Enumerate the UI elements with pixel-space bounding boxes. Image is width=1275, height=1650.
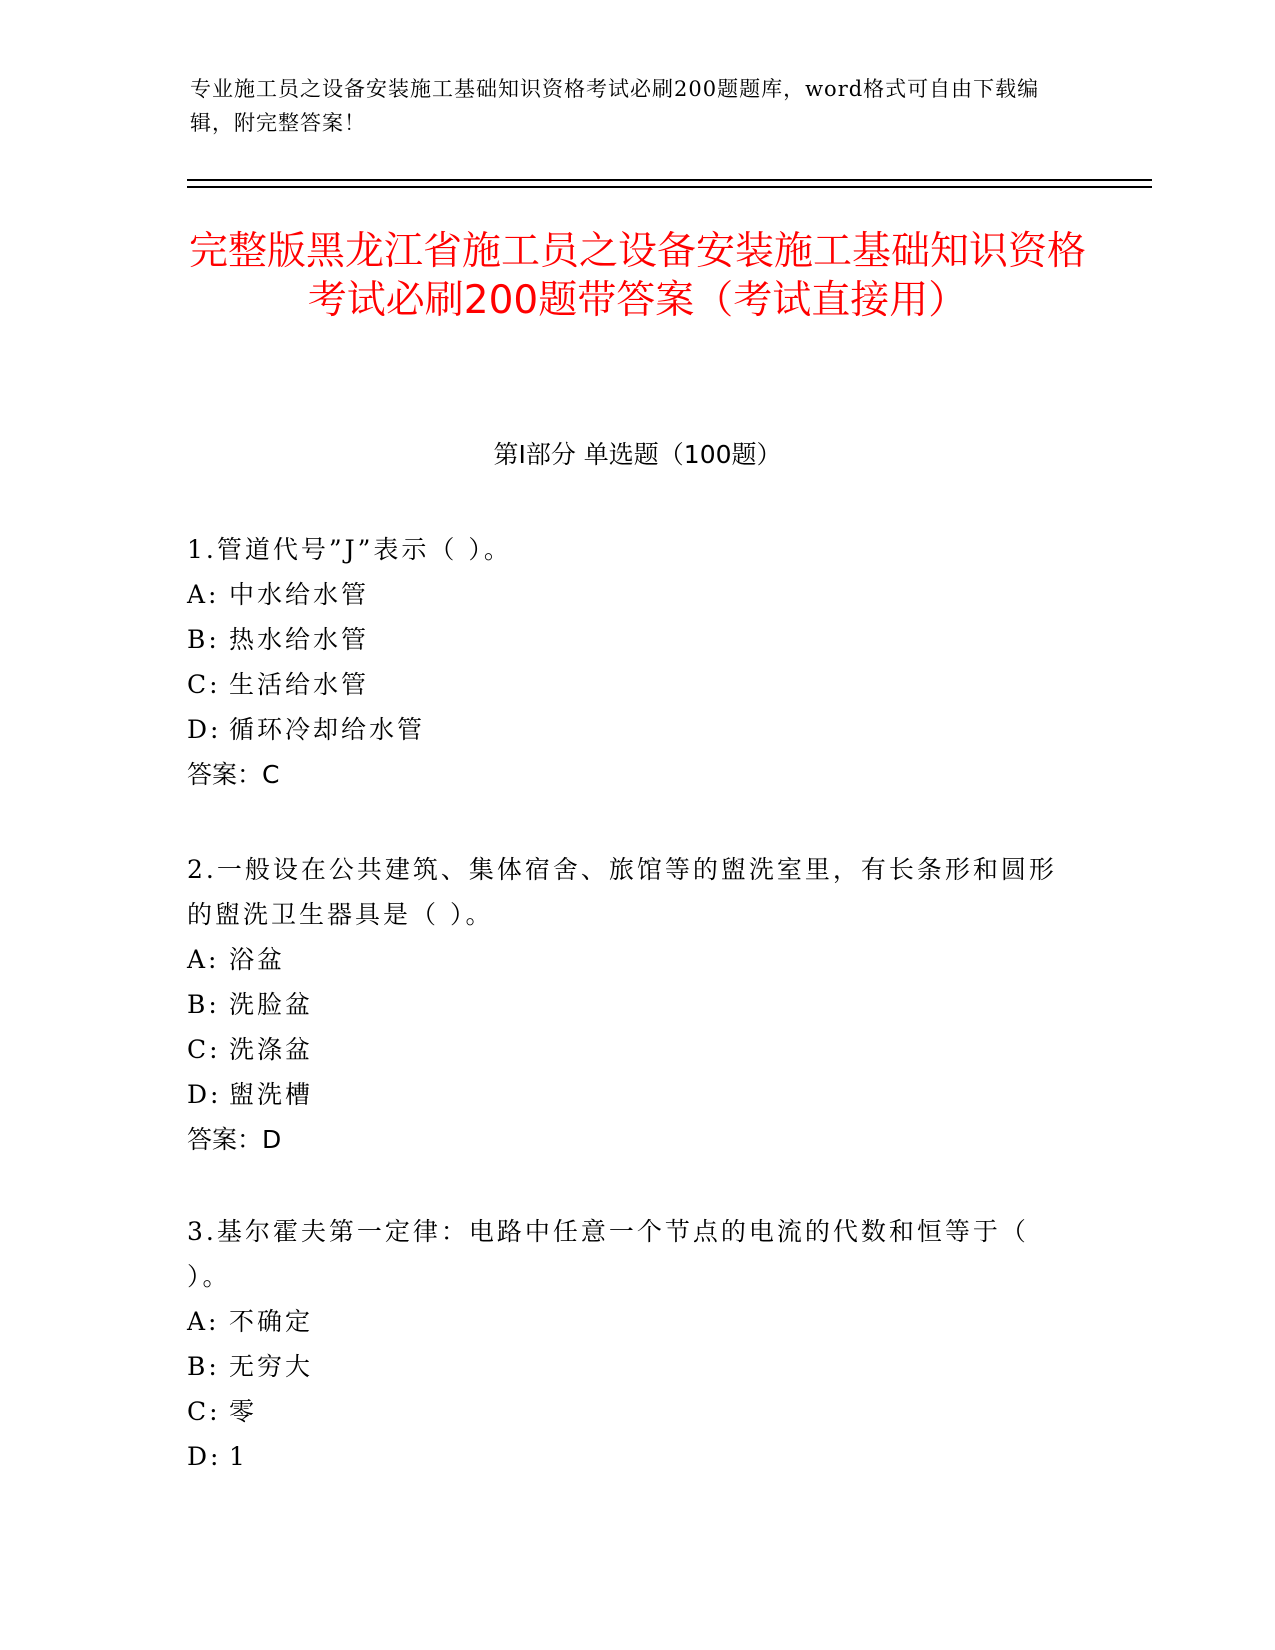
option-d (187, 707, 1067, 752)
option-text: 洗涤盆 (229, 1035, 314, 1064)
option-key: B: (187, 990, 220, 1019)
option-text: 洗脸盆 (229, 990, 314, 1019)
question-1 (187, 527, 1067, 797)
option-key: A: (187, 1307, 220, 1336)
option-key: C: (187, 1035, 221, 1064)
option-key: A: (187, 580, 220, 609)
option-b (187, 617, 1067, 662)
option-text: 热水给水管 (229, 625, 370, 654)
document-title: 完整版黑龙江省施工员之设备安装施工基础知识资格考试必刷200题带答案（考试直接用） (188, 229, 1086, 323)
option-text: 不确定 (229, 1307, 314, 1336)
section-title: 第Ⅰ部分 单选题（100题） (493, 440, 782, 469)
answer: 答案：D (187, 1125, 282, 1154)
option-a (187, 1299, 1067, 1344)
option-text: 中水给水管 (229, 580, 370, 609)
option-d (187, 1434, 1067, 1479)
question-stem: 2.一般设在公共建筑、集体宿舍、旅馆等的盥洗室里，有长条形和圆形的盥洗卫生器具是（ ）。 (187, 855, 1057, 929)
option-d (187, 1072, 1067, 1117)
option-text: 浴盆 (229, 945, 286, 974)
option-b (187, 982, 1067, 1027)
option-key: D: (187, 715, 222, 744)
option-a (187, 572, 1067, 617)
option-key: D: (187, 1442, 222, 1471)
option-c (187, 1389, 1067, 1434)
option-text: 零 (229, 1397, 258, 1426)
question-3 (187, 1209, 1067, 1479)
option-key: A: (187, 945, 220, 974)
option-text: 生活给水管 (229, 670, 370, 699)
header-note: 专业施工员之设备安装施工基础知识资格考试必刷200题题库，word格式可自由下载编辑，附完整答案！ (190, 77, 1040, 135)
option-c (187, 1027, 1067, 1072)
option-b (187, 1344, 1067, 1389)
question-stem: 3.基尔霍夫第一定律：电路中任意一个节点的电流的代数和恒等于（ ）。 (187, 1217, 1029, 1291)
option-text: 1 (229, 1442, 248, 1471)
option-key: D: (187, 1080, 222, 1109)
option-key: B: (187, 1352, 220, 1381)
option-key: B: (187, 625, 220, 654)
option-c (187, 662, 1067, 707)
header-rule-top (187, 179, 1152, 181)
option-text: 无穷大 (229, 1352, 314, 1381)
option-text: 循环冷却给水管 (229, 715, 426, 744)
header-rule-bottom (187, 186, 1152, 188)
option-a (187, 937, 1067, 982)
answer: 答案：C (187, 760, 280, 789)
option-key: C: (187, 1397, 221, 1426)
question-stem: 1.管道代号”J”表示（ ）。 (187, 535, 512, 564)
option-text: 盥洗槽 (229, 1080, 314, 1109)
option-key: C: (187, 670, 221, 699)
question-2 (187, 847, 1067, 1162)
